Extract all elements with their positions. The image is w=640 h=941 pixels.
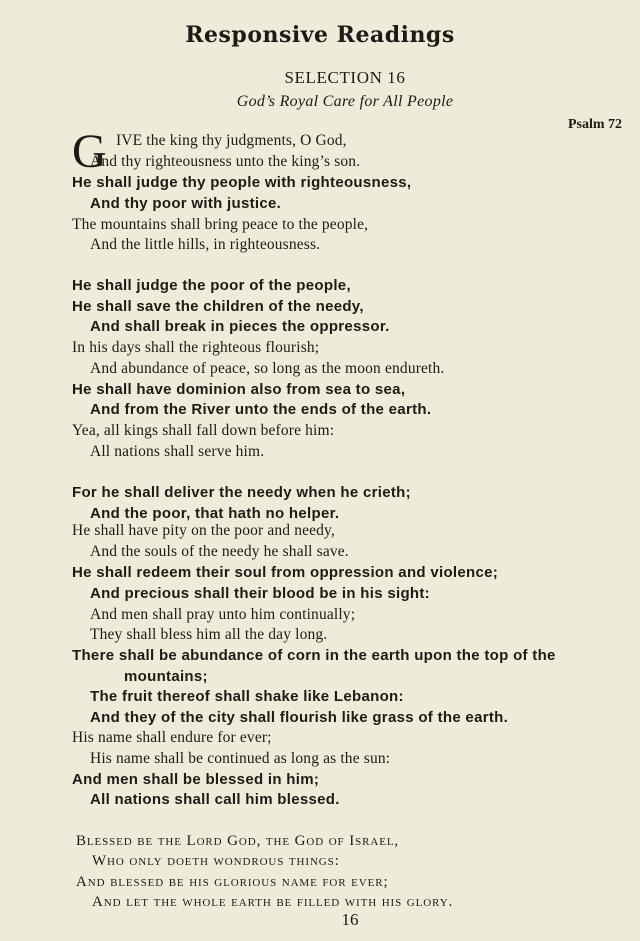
reading-line: And the little hills, in righteousness. <box>90 236 321 253</box>
reading-line: And thy righteousness unto the king’s son. <box>90 153 361 170</box>
reading-line: IVE the king thy judgments, O God, <box>116 132 347 149</box>
reading-line: And abundance of peace, so long as the moon endureth. <box>90 360 445 377</box>
reading-line: The mountains shall bring peace to the people, <box>72 216 369 233</box>
reading-line: Yea, all kings shall fall down before him: <box>72 422 335 439</box>
selection-subtitle: God’s Royal Care for All People <box>236 93 454 110</box>
selection-title: SELECTION 16 <box>284 68 406 87</box>
reading-line: He shall judge the poor of the people, <box>72 277 351 294</box>
reading-line: All nations shall serve him. <box>90 443 265 460</box>
reading-line: And men shall be blessed in him; <box>72 771 320 788</box>
reading-line: For he shall deliver the needy when he crieth; <box>72 484 411 501</box>
reading-line: And they of the city shall flourish like grass of the earth. <box>90 709 509 726</box>
psalm-reference: Psalm 72 <box>567 117 622 132</box>
reading-line: He shall have pity on the poor and needy, <box>72 522 335 539</box>
reading-line: And the poor, that hath no helper. <box>90 505 340 522</box>
reading-line: And shall break in pieces the oppressor. <box>90 318 390 335</box>
reading-line: The fruit thereof shall shake like Lebanon: <box>90 688 404 705</box>
reading-line: Who only doeth wondrous things: <box>92 853 340 869</box>
drop-cap: G <box>72 125 107 178</box>
reading-line: And let the whole earth be filled with his glory. <box>92 894 454 910</box>
reading-line: He shall judge thy people with righteousness, <box>72 174 412 191</box>
reading-line: He shall redeem their soul from oppression and violence; <box>72 564 499 581</box>
reading-line: They shall bless him all the day long. <box>90 626 328 643</box>
reading-line: All nations shall call him blessed. <box>90 791 340 808</box>
reading-line: There shall be abundance of corn in the earth upon the top of the <box>72 647 556 664</box>
reading-line: His name shall endure for ever; <box>72 729 272 746</box>
page-header: Responsive Readings <box>185 22 455 48</box>
reading-line: And men shall pray unto him continually; <box>90 606 356 623</box>
reading-line: And the souls of the needy he shall save. <box>90 543 349 560</box>
reading-line: His name shall be continued as long as the sun: <box>90 750 391 767</box>
reading-line: In his days shall the righteous flourish; <box>72 339 320 356</box>
reading-line: He shall have dominion also from sea to sea, <box>72 381 406 398</box>
reading-line: mountains; <box>124 668 208 685</box>
reading-line: He shall save the children of the needy, <box>72 298 364 315</box>
reading-line: And blessed be his glorious name for ever; <box>76 874 389 890</box>
reading-line: And precious shall their blood be in his sight: <box>90 585 430 602</box>
reading-line: Blessed be the Lord God, the God of Israel, <box>76 833 400 849</box>
reading-line: And thy poor with justice. <box>90 195 282 212</box>
page-number: 16 <box>341 910 359 929</box>
reading-line: And from the River unto the ends of the earth. <box>90 401 432 418</box>
